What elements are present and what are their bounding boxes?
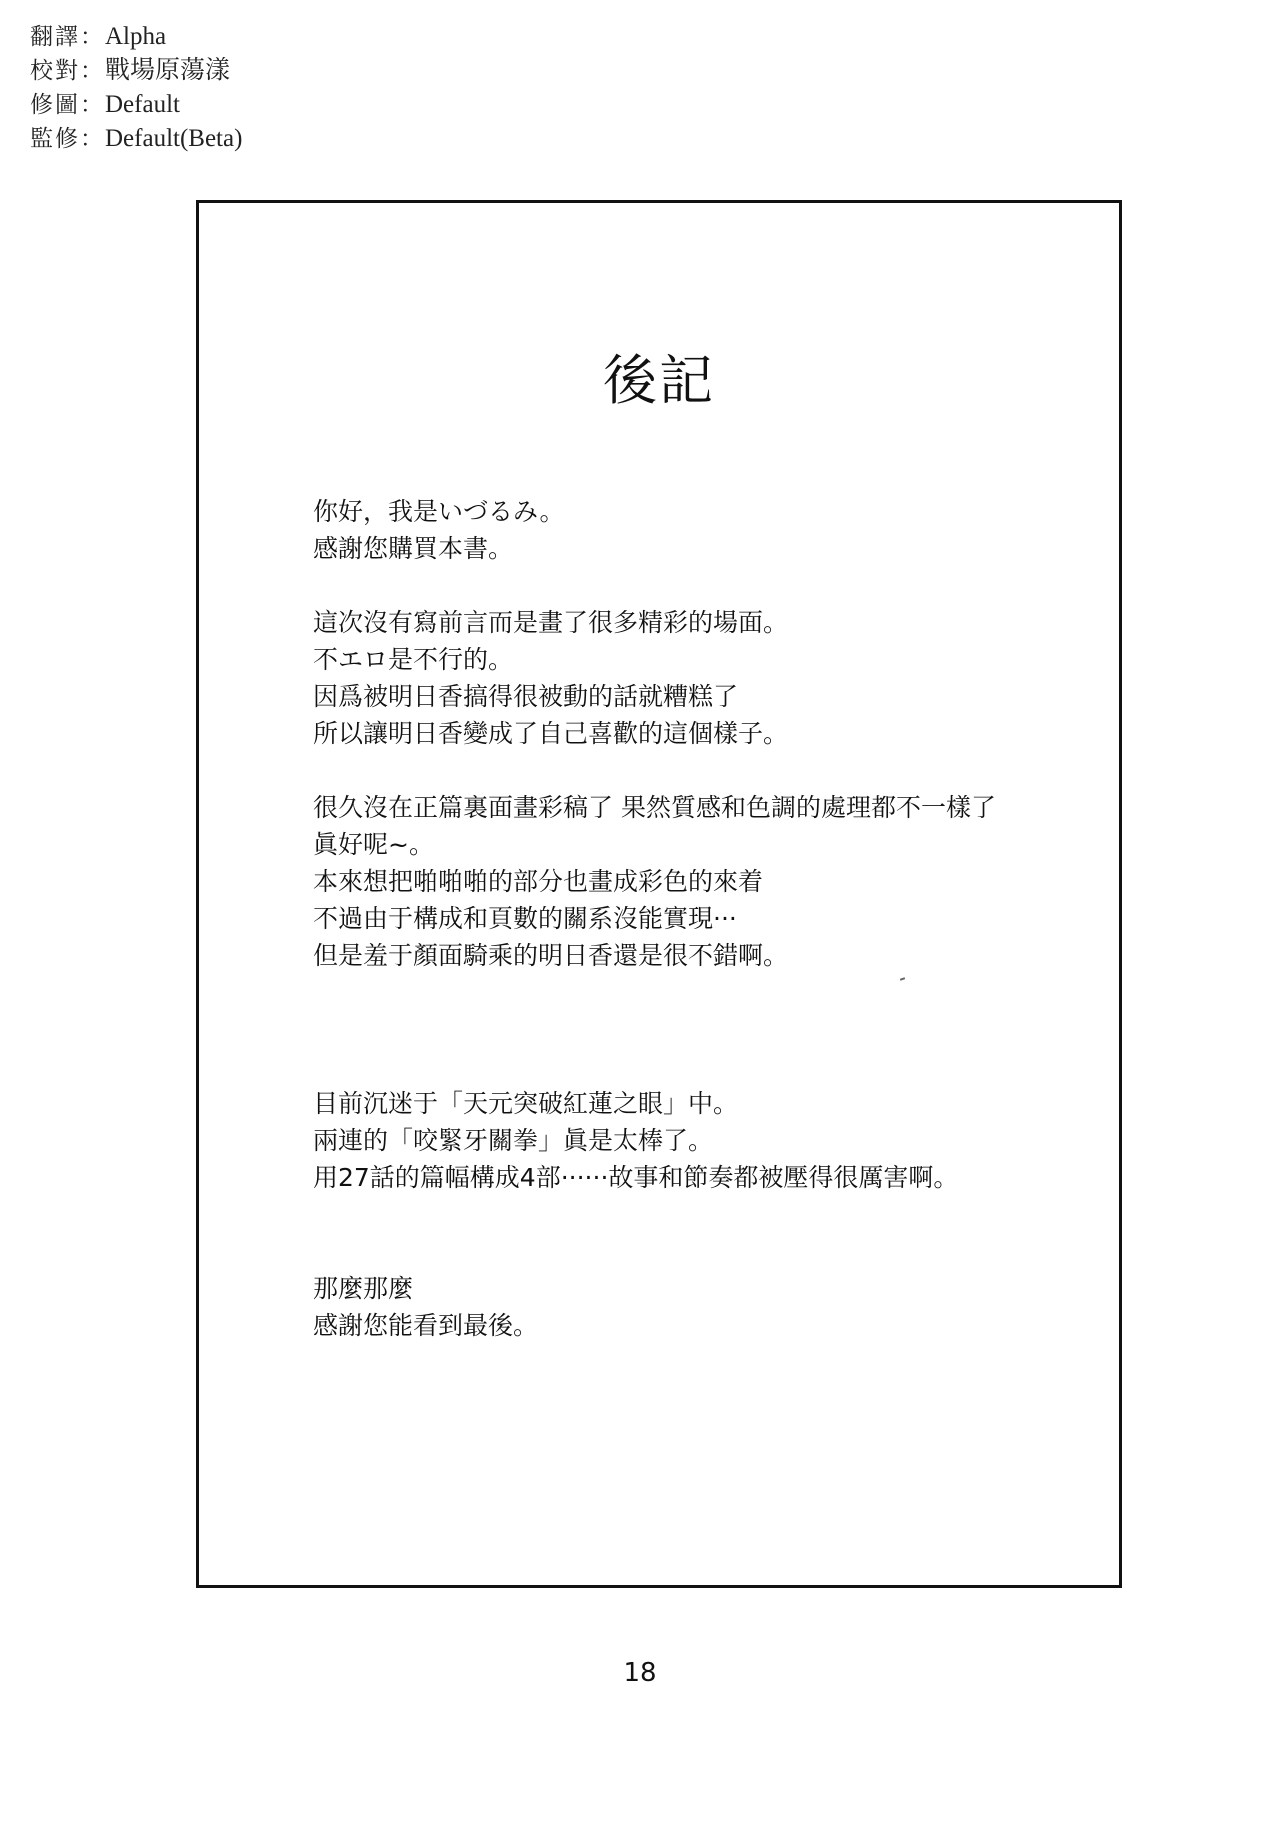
paragraph	[313, 789, 1093, 974]
credit-name: 戰場原蕩漾	[105, 57, 231, 84]
credit-name: Alpha	[105, 23, 167, 50]
paragraph-gap	[313, 1048, 1093, 1085]
page-title: 後記	[603, 349, 715, 412]
paragraph	[313, 1085, 1093, 1196]
credit-name: Default	[105, 91, 180, 118]
text-line: 眞好呢~。	[313, 830, 434, 859]
text-line: 目前沉迷于「天元突破紅蓮之眼」中。	[313, 1089, 739, 1118]
paragraph-gap	[313, 974, 1093, 1048]
credit-proofreading	[30, 54, 242, 88]
text-line: 那麼那麼	[313, 1274, 414, 1303]
text-line: 用27話的篇幅構成4部······故事和節奏都被壓得很厲害啊。	[313, 1163, 959, 1192]
paragraph-gap	[313, 1196, 1093, 1270]
text-line: 你好，我是いづるみ。	[313, 497, 565, 526]
credit-name: Default(Beta)	[105, 125, 243, 152]
paragraph	[313, 1270, 1093, 1344]
text-line: 感謝您購買本書。	[313, 534, 514, 563]
paragraph	[313, 493, 1093, 567]
text-line: 不エロ是不行的。	[313, 645, 514, 674]
credit-role: 修圖：	[30, 92, 105, 118]
paragraph-gap	[313, 752, 1093, 789]
text-line: 感謝您能看到最後。	[313, 1311, 539, 1340]
text-line: 不過由于構成和頁數的關系沒能實現···	[313, 904, 737, 933]
text-line: 很久沒在正篇裏面畫彩稿了 果然質感和色調的處理都不一樣了	[313, 793, 996, 822]
afterword-frame	[196, 200, 1122, 1588]
credits-block	[30, 20, 242, 156]
text-line: 因爲被明日香搞得很被動的話就糟糕了	[313, 682, 739, 711]
credit-supervision	[30, 122, 242, 156]
afterword-body	[313, 493, 1093, 1344]
credit-role: 監修：	[30, 126, 105, 152]
paragraph	[313, 604, 1093, 752]
credit-editing	[30, 88, 242, 122]
paragraph-gap	[313, 567, 1093, 604]
text-line: 這次沒有寫前言而是畫了很多精彩的場面。	[313, 608, 789, 637]
credit-role: 翻譯：	[30, 24, 105, 50]
credit-translation	[30, 20, 242, 54]
text-line: 兩連的「咬緊牙關拳」眞是太棒了。	[313, 1126, 714, 1155]
text-line: 所以讓明日香變成了自己喜歡的這個樣子。	[313, 719, 789, 748]
page-number: 18	[623, 1658, 657, 1688]
credit-role: 校對：	[30, 58, 105, 84]
text-line: 本來想把啪啪啪的部分也畫成彩色的來着	[313, 867, 764, 896]
text-line: 但是羞于顏面騎乘的明日香還是很不錯啊。	[313, 941, 789, 970]
